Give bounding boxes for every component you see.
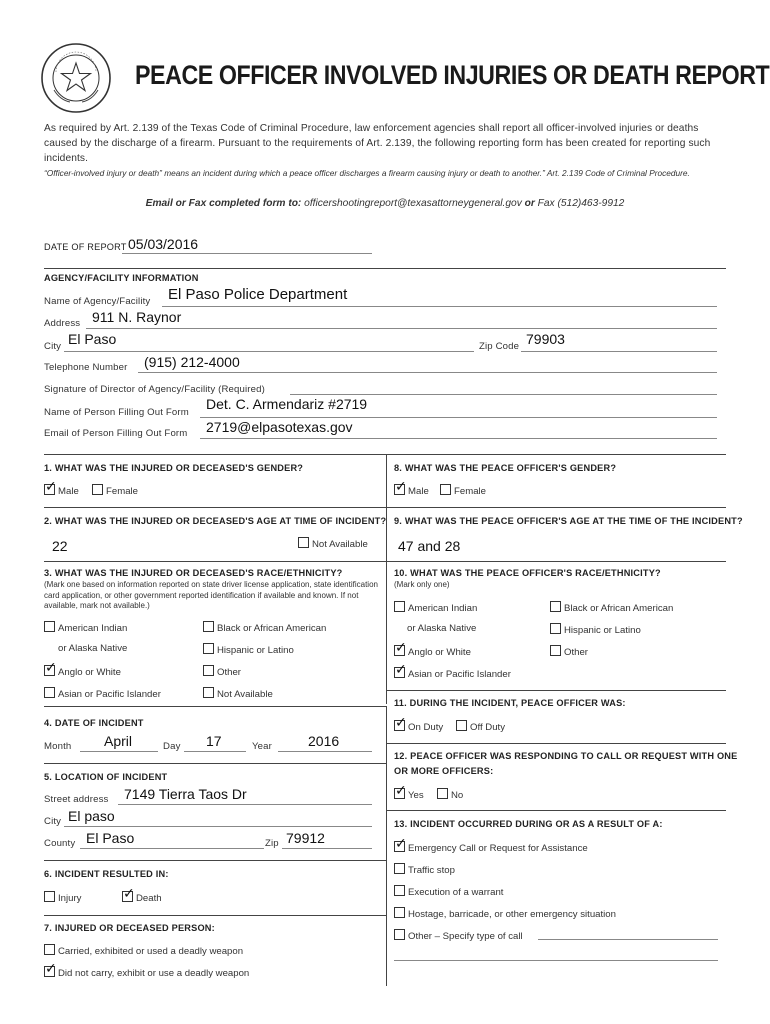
- checkbox-icon[interactable]: [203, 665, 214, 676]
- q8-heading: 8. WHAT WAS THE PEACE OFFICER'S GENDER?: [394, 463, 617, 473]
- q6-death-label: Death: [136, 893, 162, 904]
- q13-other-specify-line2[interactable]: [394, 960, 718, 961]
- checkbox-icon[interactable]: [394, 601, 405, 612]
- day-label: Day: [163, 741, 181, 752]
- checkbox-checked-icon[interactable]: [44, 665, 55, 676]
- q1-female-option[interactable]: [92, 484, 138, 497]
- checkbox-icon[interactable]: [44, 891, 55, 902]
- q3-note: (Mark one based on information reported on state driver license application, state identification card application, or other government reported identification if available and known. If not available, mark not available.): [44, 580, 378, 610]
- q11-off-duty-label: Off Duty: [470, 722, 506, 733]
- email-address[interactable]: officershootingreport@texasattorneygeneral.gov: [304, 198, 522, 209]
- checkbox-icon[interactable]: [550, 623, 561, 634]
- q3-american-indian-option[interactable]: [44, 621, 127, 634]
- q10-black-option[interactable]: [550, 601, 673, 614]
- checkbox-icon[interactable]: [298, 537, 309, 548]
- checkbox-icon[interactable]: [92, 484, 103, 495]
- checkbox-icon[interactable]: [394, 929, 405, 940]
- checkbox-icon[interactable]: [394, 863, 405, 874]
- q10-alaska-label: or Alaska Native: [407, 623, 477, 634]
- checkbox-checked-icon[interactable]: [394, 484, 405, 495]
- fax-number: Fax (512)463-9912: [537, 198, 625, 209]
- checkbox-icon[interactable]: [203, 643, 214, 654]
- month-field[interactable]: April: [104, 733, 133, 749]
- q7-carried-label: Carried, exhibited or used a deadly weapon: [58, 946, 244, 957]
- or-text: or: [524, 198, 535, 209]
- checkbox-checked-icon[interactable]: [44, 484, 55, 495]
- checkbox-icon[interactable]: [550, 645, 561, 656]
- q10-other-option[interactable]: [550, 645, 588, 658]
- q3-asian-option[interactable]: [44, 687, 161, 700]
- q10-anglo-label: Anglo or White: [408, 647, 471, 658]
- q12-yes-label: Yes: [408, 790, 424, 801]
- q7-carried-option[interactable]: [44, 944, 243, 957]
- q10-other-label: Other: [564, 647, 588, 658]
- q11-off-duty-option[interactable]: [456, 720, 505, 733]
- q3-anglo-label: Anglo or White: [58, 667, 121, 678]
- q13-other-option[interactable]: [394, 929, 523, 942]
- location-zip-field[interactable]: 79912: [286, 830, 325, 846]
- signature-label: Signature of Director of Agency/Facility (Required): [44, 384, 265, 395]
- q7-did-not-label: Did not carry, exhibit or use a deadly weapon: [58, 968, 250, 979]
- checkbox-icon[interactable]: [456, 720, 467, 731]
- year-field[interactable]: 2016: [308, 733, 340, 749]
- q3-alaska-label: or Alaska Native: [58, 643, 128, 654]
- location-zip-label: Zip: [265, 838, 279, 849]
- agency-name-field[interactable]: El Paso Police Department: [168, 286, 348, 303]
- date-of-report-label: DATE OF REPORT: [44, 242, 127, 252]
- signature-field[interactable]: [290, 394, 717, 395]
- q3-black-option[interactable]: [203, 621, 326, 634]
- q5-heading: 5. LOCATION OF INCIDENT: [44, 772, 168, 782]
- address-label: Address: [44, 318, 81, 329]
- submission-instructions: [0, 198, 770, 209]
- checkbox-checked-icon[interactable]: [394, 788, 405, 799]
- agency-heading: AGENCY/FACILITY INFORMATION: [44, 273, 199, 283]
- q12-heading-line2: OR MORE OFFICERS:: [394, 766, 494, 776]
- q13-heading: 13. INCIDENT OCCURRED DURING OR AS A RESULT OF A:: [394, 819, 663, 829]
- q12-heading-line1: 12. PEACE OFFICER WAS RESPONDING TO CALL OR REQUEST WITH ONE: [394, 751, 738, 761]
- checkbox-icon[interactable]: [203, 687, 214, 698]
- q9-heading: 9. WHAT WAS THE PEACE OFFICER'S AGE AT THE TIME OF THE INCIDENT?: [394, 516, 743, 526]
- checkbox-icon[interactable]: [44, 687, 55, 698]
- street-label: Street address: [44, 794, 109, 805]
- q10-anglo-option[interactable]: [394, 645, 471, 658]
- q3-hispanic-option[interactable]: [203, 643, 294, 656]
- q2-not-available-option[interactable]: [298, 537, 368, 550]
- q6-heading: 6. INCIDENT RESULTED IN:: [44, 869, 169, 879]
- q6-injury-label: Injury: [58, 893, 82, 904]
- q10-note: (Mark only one): [394, 580, 450, 589]
- q3-other-option[interactable]: [203, 665, 241, 678]
- q12-no-label: No: [451, 790, 464, 801]
- agency-name-label: Name of Agency/Facility: [44, 296, 151, 307]
- checkbox-icon[interactable]: [44, 944, 55, 955]
- q3-not-available-label: Not Available: [217, 689, 273, 700]
- checkbox-icon[interactable]: [44, 621, 55, 632]
- q2-not-available-label: Not Available: [312, 539, 368, 550]
- q13-emergency-option[interactable]: [394, 841, 588, 854]
- filler-name-field[interactable]: Det. C. Armendariz #2719: [206, 396, 368, 412]
- city-label: City: [44, 341, 62, 352]
- q3-american-indian-label: American Indian: [58, 623, 128, 634]
- county-label: County: [44, 838, 76, 849]
- q10-asian-option[interactable]: [394, 667, 511, 680]
- q11-on-duty-option[interactable]: [394, 720, 443, 733]
- q8-female-label: Female: [454, 486, 486, 497]
- q3-heading: 3. WHAT WAS THE INJURED OR DECEASED'S RACE/ETHNICITY?: [44, 568, 343, 578]
- q10-hispanic-label: Hispanic or Latino: [564, 625, 641, 636]
- q13-emergency-label: Emergency Call or Request for Assistance: [408, 843, 588, 854]
- q6-death-option[interactable]: [122, 891, 162, 904]
- day-field[interactable]: 17: [206, 733, 222, 749]
- attorney-general-seal: [40, 42, 112, 114]
- filler-email-field[interactable]: 2719@elpasotexas.gov: [206, 419, 353, 435]
- q8-male-label: Male: [408, 486, 429, 497]
- q12-no-option[interactable]: [437, 788, 463, 801]
- q11-heading: 11. DURING THE INCIDENT, PEACE OFFICER WAS:: [394, 698, 626, 708]
- q13-warrant-label: Execution of a warrant: [408, 887, 504, 898]
- q7-did-not-option[interactable]: [44, 966, 249, 979]
- q1-heading: 1. WHAT WAS THE INJURED OR DECEASED'S GENDER?: [44, 463, 304, 473]
- location-city-field[interactable]: El paso: [68, 808, 115, 824]
- filler-email-label: Email of Person Filling Out Form: [44, 428, 188, 439]
- q4-heading: 4. DATE OF INCIDENT: [44, 718, 144, 728]
- q7-heading: 7. INJURED OR DECEASED PERSON:: [44, 923, 215, 933]
- checkbox-checked-icon[interactable]: [44, 966, 55, 977]
- q8-male-option[interactable]: [394, 484, 429, 497]
- checkbox-icon[interactable]: [437, 788, 448, 799]
- q10-asian-label: Asian or Pacific Islander: [408, 669, 511, 680]
- checkbox-checked-icon[interactable]: [394, 667, 405, 678]
- checkbox-icon[interactable]: [440, 484, 451, 495]
- q13-other-label: Other – Specify type of call: [408, 931, 523, 942]
- email-label: Email or Fax completed form to:: [145, 198, 302, 209]
- q10-hispanic-option[interactable]: [550, 623, 641, 636]
- page-title: PEACE OFFICER INVOLVED INJURIES OR DEATH REPORT: [135, 60, 770, 90]
- telephone-field[interactable]: (915) 212-4000: [144, 354, 240, 370]
- location-city-label: City: [44, 816, 62, 827]
- q13-hostage-label: Hostage, barricade, or other emergency situation: [408, 909, 616, 920]
- checkbox-checked-icon[interactable]: [122, 891, 133, 902]
- q13-other-specify-field[interactable]: [538, 939, 718, 940]
- q10-heading: 10. WHAT WAS THE PEACE OFFICER'S RACE/ETHNICITY?: [394, 568, 661, 578]
- q1-male-option[interactable]: [44, 484, 79, 497]
- checkbox-icon[interactable]: [203, 621, 214, 632]
- q13-warrant-option[interactable]: [394, 885, 503, 898]
- address-field[interactable]: 911 N. Raynor: [92, 309, 182, 325]
- q8-female-option[interactable]: [440, 484, 486, 497]
- month-label: Month: [44, 741, 72, 752]
- q10-american-indian-option[interactable]: [394, 601, 477, 614]
- checkbox-checked-icon[interactable]: [394, 645, 405, 656]
- q3-not-available-option[interactable]: [203, 687, 273, 700]
- intro-text: As required by Art. 2.139 of the Texas Code of Criminal Procedure, law enforcement agencies shall report all officer-involved injuries or deaths caused by the discharge of a firearm. Pursuant to the requirements of Art. 2.139, the following reporting form has been created for reporting such incidents.: [44, 123, 711, 164]
- q3-black-label: Black or African American: [217, 623, 327, 634]
- checkbox-icon[interactable]: [394, 907, 405, 918]
- county-field[interactable]: El Paso: [86, 830, 135, 846]
- checkbox-icon[interactable]: [394, 885, 405, 896]
- q13-hostage-option[interactable]: [394, 907, 616, 920]
- street-field[interactable]: 7149 Tierra Taos Dr: [124, 786, 247, 802]
- city-field[interactable]: El Paso: [68, 331, 117, 347]
- filler-name-label: Name of Person Filling Out Form: [44, 407, 189, 418]
- q3-other-label: Other: [217, 667, 241, 678]
- q13-traffic-label: Traffic stop: [408, 865, 455, 876]
- year-label: Year: [252, 741, 272, 752]
- telephone-label: Telephone Number: [44, 362, 128, 373]
- q11-on-duty-label: On Duty: [408, 722, 444, 733]
- q10-black-label: Black or African American: [564, 603, 674, 614]
- checkbox-icon[interactable]: [550, 601, 561, 612]
- q1-female-label: Female: [106, 486, 138, 497]
- q1-male-label: Male: [58, 486, 79, 497]
- checkbox-checked-icon[interactable]: [394, 841, 405, 852]
- q3-anglo-option[interactable]: [44, 665, 121, 678]
- zip-field[interactable]: 79903: [526, 331, 565, 347]
- zip-label: Zip Code: [479, 341, 520, 352]
- q3-asian-label: Asian or Pacific Islander: [58, 689, 161, 700]
- definition-quote: “Officer-involved injury or death” means an incident during which a peace officer discharges a firearm causing injury or death to another.” Art. 2.139 Code of Criminal Procedure.: [44, 168, 690, 178]
- q13-traffic-option[interactable]: [394, 863, 455, 876]
- q6-injury-option[interactable]: [44, 891, 81, 904]
- q10-american-indian-label: American Indian: [408, 603, 478, 614]
- q2-age-field[interactable]: 22: [52, 538, 68, 554]
- checkbox-checked-icon[interactable]: [394, 720, 405, 731]
- q9-age-field[interactable]: 47 and 28: [398, 538, 461, 554]
- date-of-report-field[interactable]: 05/03/2016: [128, 236, 199, 252]
- q3-hispanic-label: Hispanic or Latino: [217, 645, 294, 656]
- q2-heading: 2. WHAT WAS THE INJURED OR DECEASED'S AGE AT TIME OF INCIDENT?: [44, 516, 387, 526]
- q12-yes-option[interactable]: [394, 788, 424, 801]
